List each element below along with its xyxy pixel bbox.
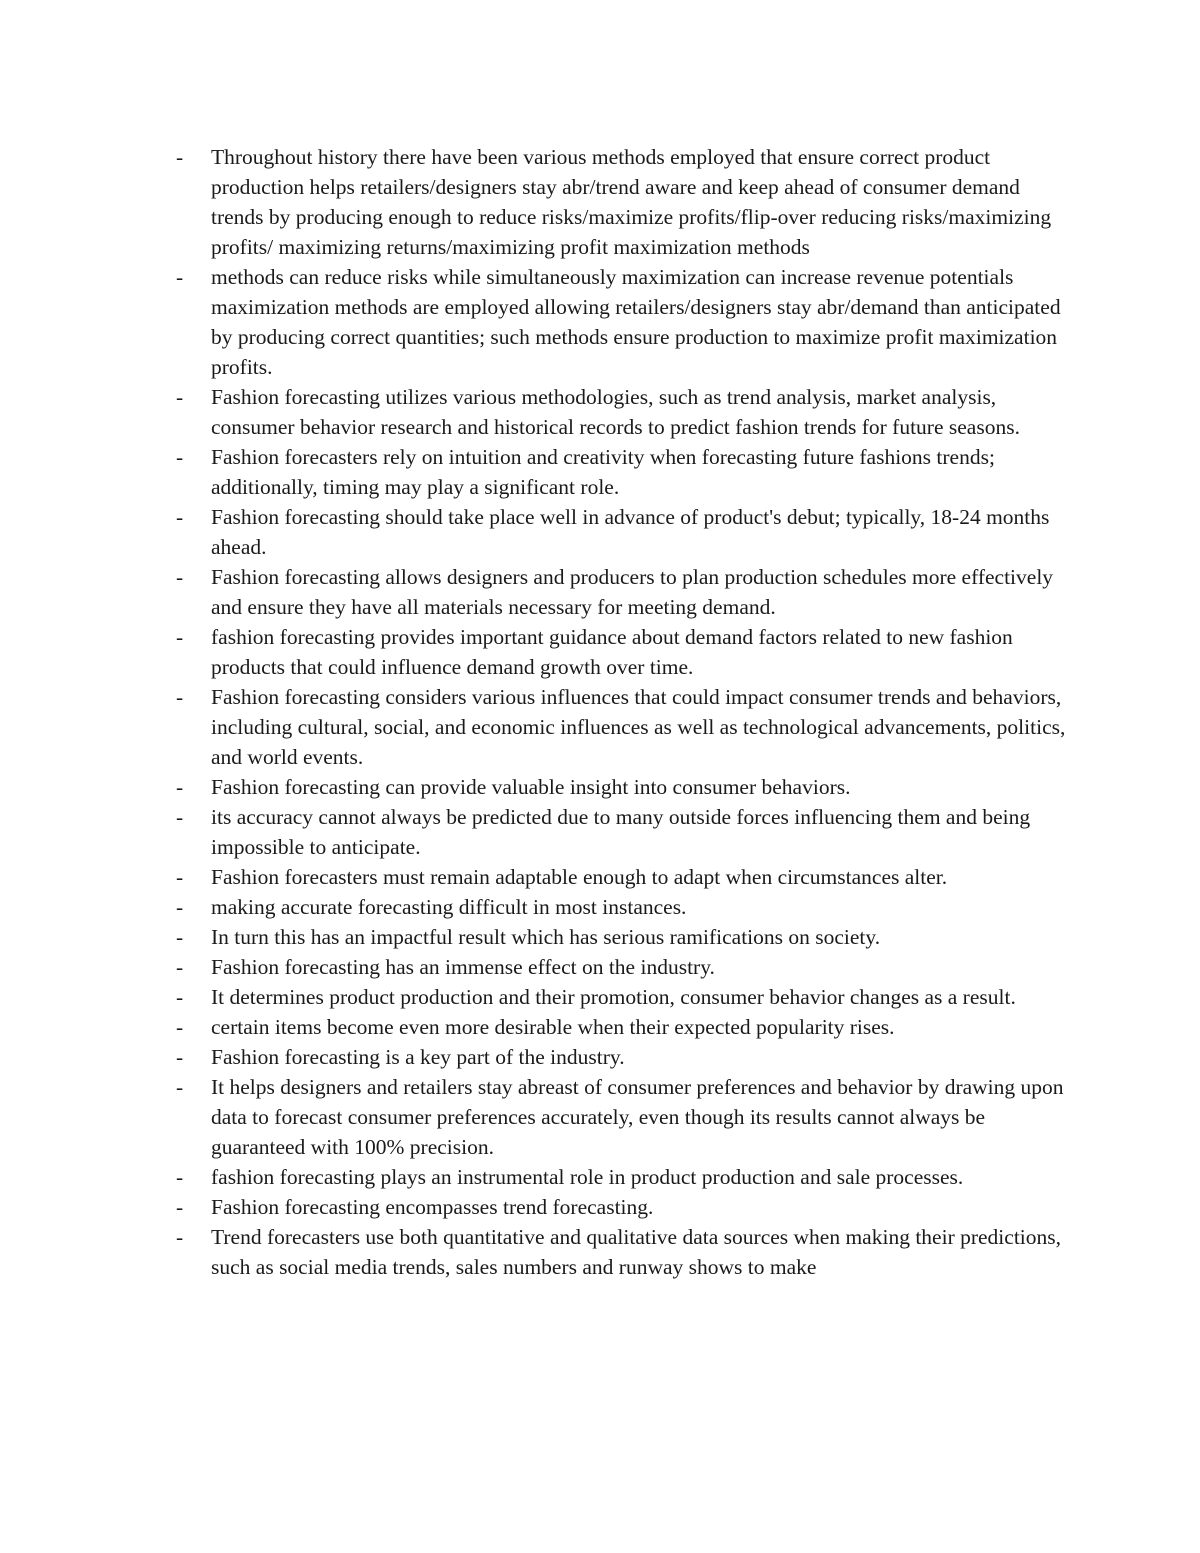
- list-item: [176, 922, 1066, 952]
- list-item-text: fashion forecasting provides important guidance about demand factors related to new fashion products that could influence demand growth over time.: [211, 625, 1013, 679]
- list-item-text: its accuracy cannot always be predicted due to many outside forces influencing them and being impossible to anticipate.: [211, 805, 1031, 859]
- list-item: [176, 502, 1066, 562]
- bullet-marker: -: [176, 685, 184, 709]
- list-item: [176, 772, 1066, 802]
- bullet-marker: -: [176, 265, 184, 289]
- bullet-list: [176, 142, 1066, 1282]
- list-item: [176, 1162, 1066, 1192]
- bullet-marker: -: [176, 865, 184, 889]
- list-item: [176, 982, 1066, 1012]
- bullet-marker: -: [176, 1165, 184, 1189]
- list-item-text: In turn this has an impactful result which has serious ramifications on society.: [211, 925, 881, 949]
- bullet-marker: -: [176, 925, 184, 949]
- bullet-marker: -: [176, 445, 184, 469]
- bullet-marker: -: [176, 775, 184, 799]
- list-item: [176, 1042, 1066, 1072]
- bullet-marker: -: [176, 895, 184, 919]
- list-item-text: Trend forecasters use both quantitative and qualitative data sources when making their predictions, such as social media trends, sales numbers and runway shows to make: [211, 1225, 1062, 1279]
- bullet-marker: -: [176, 1225, 184, 1249]
- list-item: [176, 862, 1066, 892]
- list-item: [176, 892, 1066, 922]
- list-item: [176, 802, 1066, 862]
- bullet-marker: -: [176, 1015, 184, 1039]
- list-item-text: Fashion forecasting utilizes various methodologies, such as trend analysis, market analysis, consumer behavior research and historical records to predict fashion trends for future seasons.: [211, 385, 1020, 439]
- list-item: [176, 622, 1066, 682]
- list-item: [176, 142, 1066, 262]
- list-item-text: Fashion forecasting is a key part of the industry.: [211, 1045, 625, 1069]
- list-item: [176, 682, 1066, 772]
- bullet-marker: -: [176, 625, 184, 649]
- list-item-text: Fashion forecasting considers various influences that could impact consumer trends and behaviors, including cultural, social, and economic influences as well as technological advancements, politics, and world events.: [211, 685, 1066, 769]
- list-item: [176, 1072, 1066, 1162]
- list-item-text: Throughout history there have been various methods employed that ensure correct product production helps retailers/designers stay abr/trend aware and keep ahead of consumer demand trends by producing enough to reduce risks/maximize profits/flip-over reducing risks/maximizing profits/ maximizing returns/maximizing profit maximization methods: [211, 145, 1052, 259]
- list-item: [176, 952, 1066, 982]
- list-item-text: certain items become even more desirable when their expected popularity rises.: [211, 1015, 895, 1039]
- list-item: [176, 442, 1066, 502]
- bullet-marker: -: [176, 955, 184, 979]
- list-item-text: fashion forecasting plays an instrumental role in product production and sale processes.: [211, 1165, 964, 1189]
- bullet-marker: -: [176, 505, 184, 529]
- list-item-text: Fashion forecasting should take place well in advance of product's debut; typically, 18-24 months ahead.: [211, 505, 1050, 559]
- list-item-text: Fashion forecasters must remain adaptable enough to adapt when circumstances alter.: [211, 865, 948, 889]
- list-item-text: Fashion forecasting allows designers and producers to plan production schedules more effectively and ensure they have all materials necessary for meeting demand.: [211, 565, 1054, 619]
- bullet-marker: -: [176, 385, 184, 409]
- list-item-text: It helps designers and retailers stay abreast of consumer preferences and behavior by drawing upon data to forecast consumer preferences accurately, even though its results cannot always be guaranteed with 100% precision.: [211, 1075, 1064, 1159]
- list-item-text: Fashion forecasting encompasses trend forecasting.: [211, 1195, 654, 1219]
- bullet-marker: -: [176, 1075, 184, 1099]
- list-item: [176, 1192, 1066, 1222]
- list-item: [176, 382, 1066, 442]
- list-item: [176, 1222, 1066, 1282]
- bullet-marker: -: [176, 805, 184, 829]
- bullet-marker: -: [176, 565, 184, 589]
- bullet-marker: -: [176, 145, 184, 169]
- list-item-text: Fashion forecasters rely on intuition and creativity when forecasting future fashions trends; additionally, timing may play a significant role.: [211, 445, 995, 499]
- list-item-text: making accurate forecasting difficult in most instances.: [211, 895, 687, 919]
- bullet-marker: -: [176, 1045, 184, 1069]
- list-item-text: Fashion forecasting can provide valuable insight into consumer behaviors.: [211, 775, 851, 799]
- bullet-marker: -: [176, 985, 184, 1009]
- list-item: [176, 562, 1066, 622]
- list-item-text: It determines product production and their promotion, consumer behavior changes as a result.: [211, 985, 1016, 1009]
- list-item: [176, 262, 1066, 382]
- list-item-text: Fashion forecasting has an immense effect on the industry.: [211, 955, 715, 979]
- bullet-marker: -: [176, 1195, 184, 1219]
- list-item: [176, 1012, 1066, 1042]
- list-item-text: methods can reduce risks while simultaneously maximization can increase revenue potentials maximization methods are employed allowing retailers/designers stay abr/demand than anticipated by producing correct quantities; such methods ensure production to maximize profit maximization profits.: [211, 265, 1061, 379]
